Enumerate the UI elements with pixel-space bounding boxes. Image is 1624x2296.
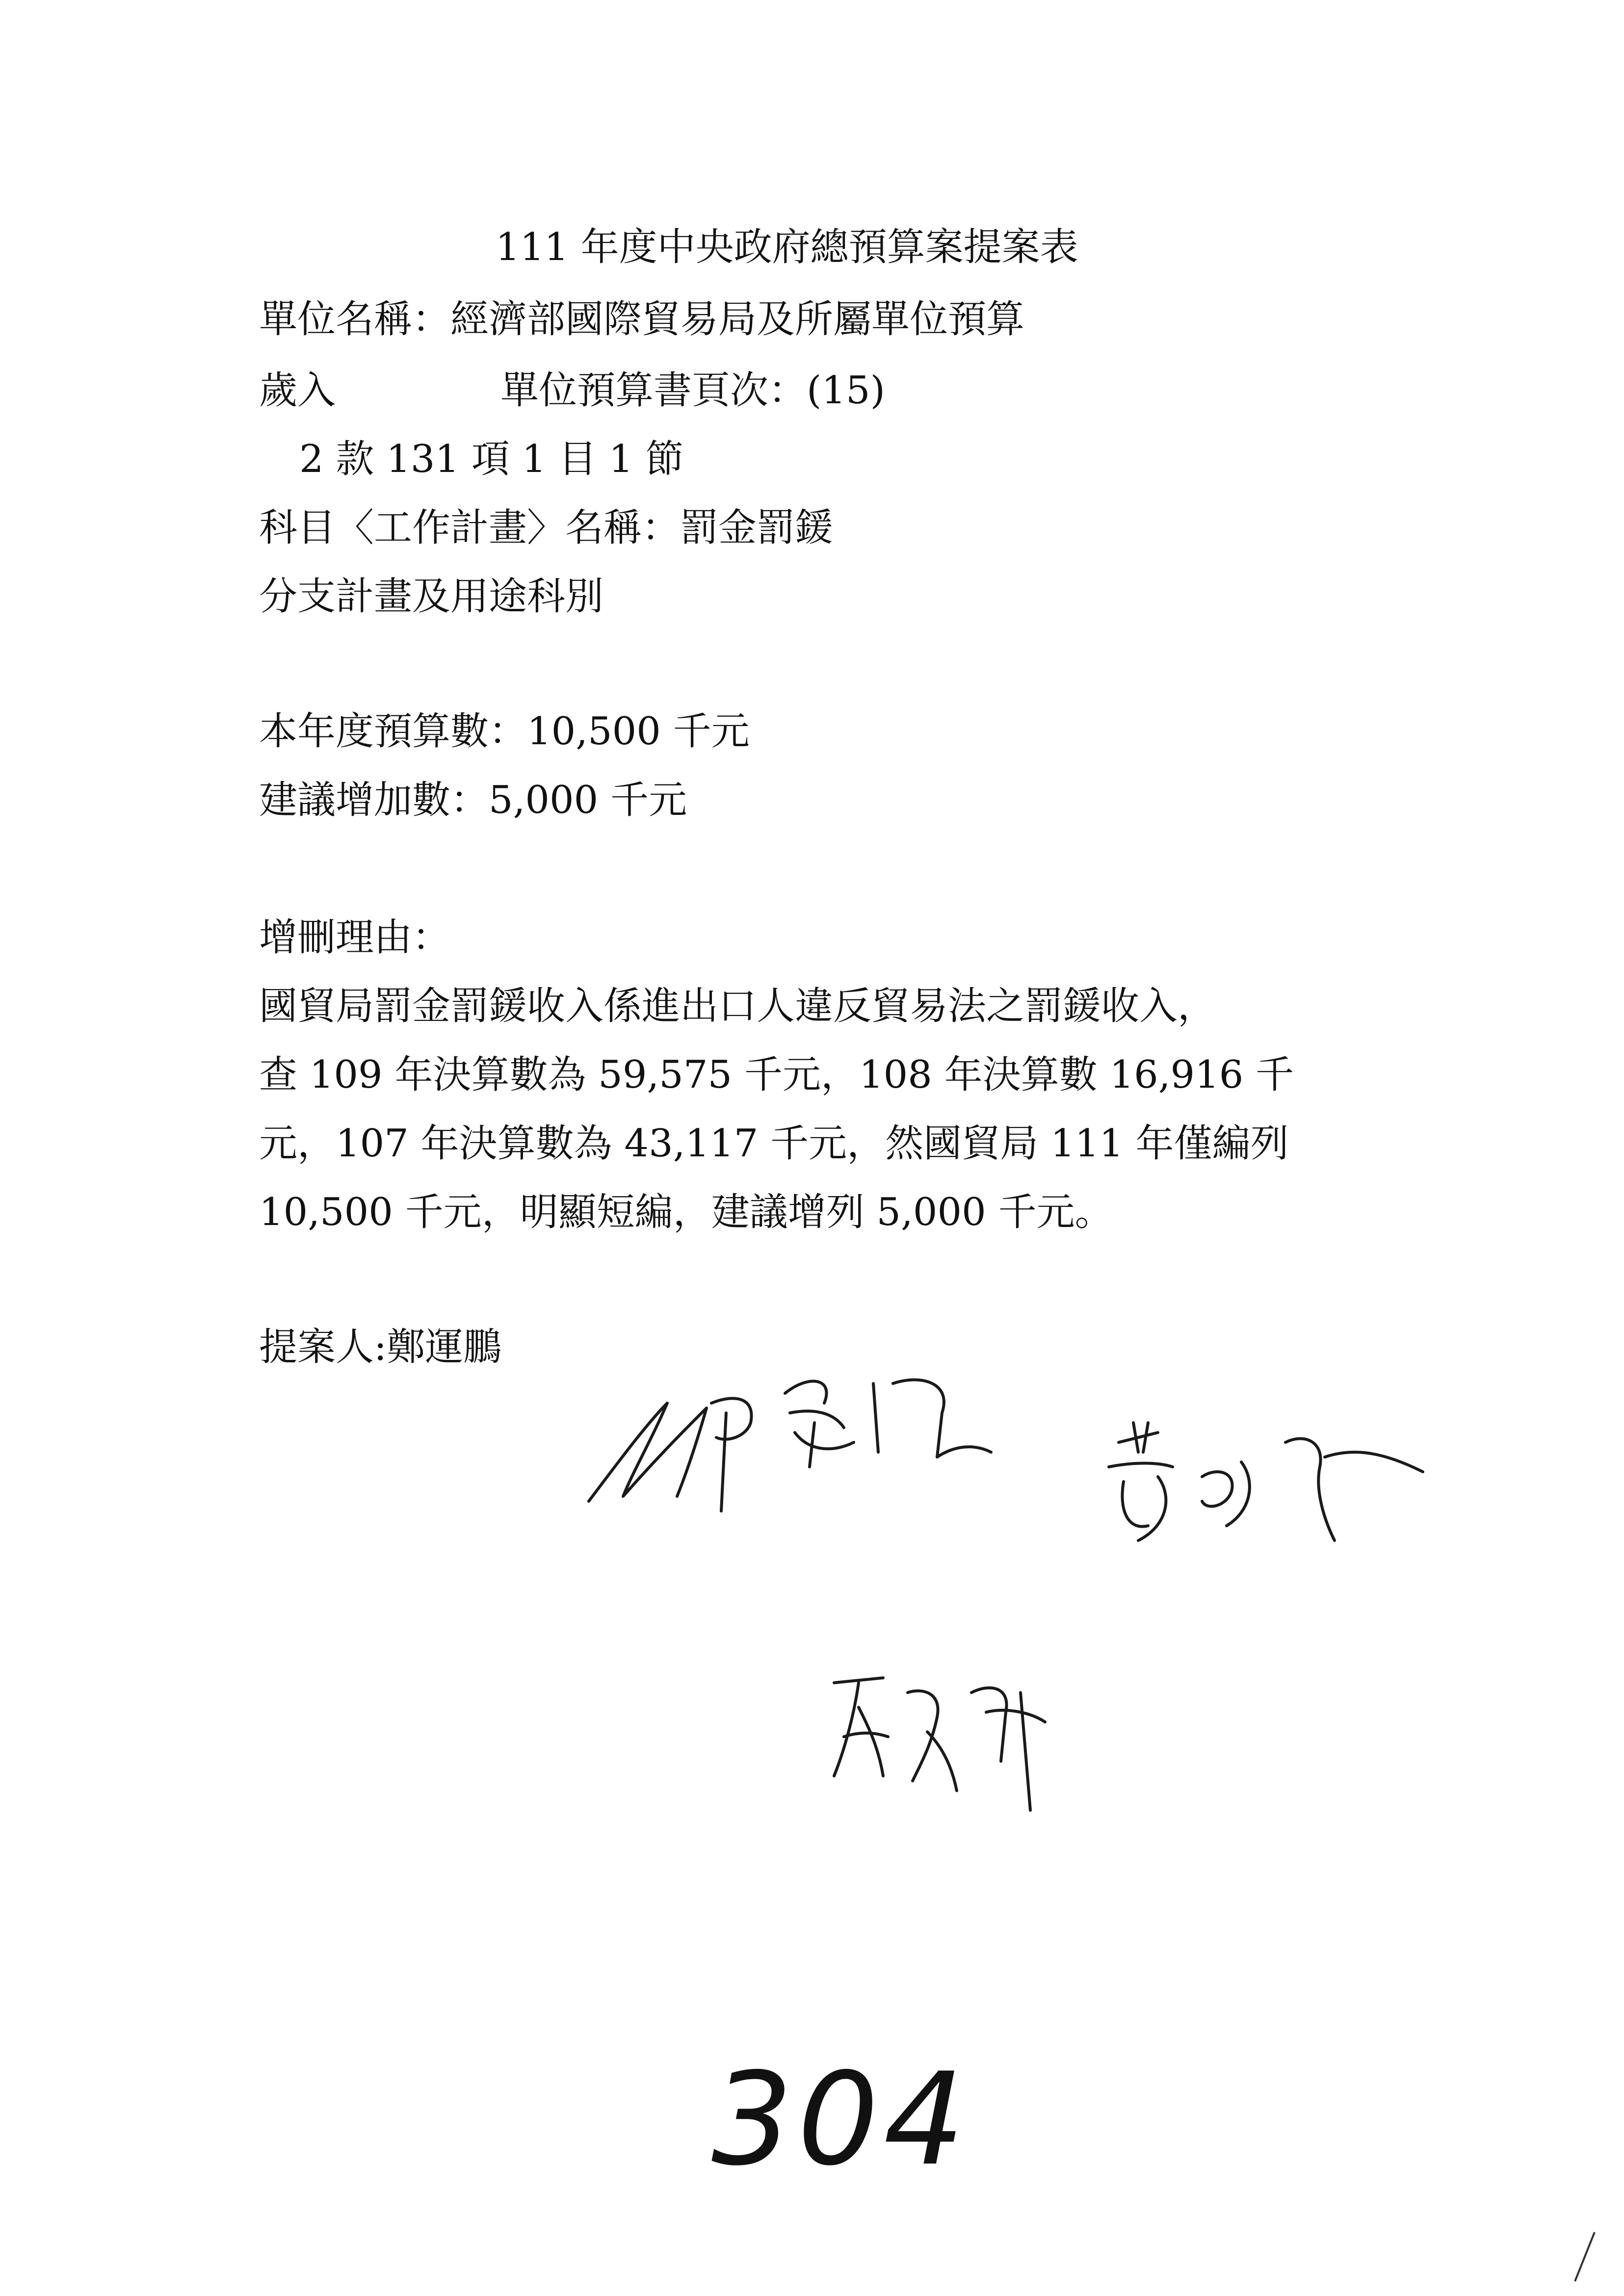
item-code: 2 款 131 項 1 目 1 節 (299, 437, 684, 481)
page-number: 304 (711, 2046, 970, 2194)
branch-plan: 分支計畫及用途科別 (259, 574, 604, 619)
document-title: 111 年度中央政府總預算案提案表 (496, 225, 1078, 269)
signature-2 (1089, 1413, 1433, 1580)
reason-line: 查 109 年決算數為 59,575 千元，108 年決算數 16,916 千 (259, 1053, 1294, 1097)
reason-line: 10,500 千元，明顯短編，建議增列 5,000 千元。 (259, 1190, 1113, 1234)
subject-name: 科目〈工作計畫〉名稱：罰金罰鍰 (259, 506, 834, 550)
margin-mark (1570, 2227, 1599, 2286)
reason-line: 元，107 年決算數為 43,117 千元，然國貿局 111 年僅編列 (259, 1122, 1289, 1166)
signature-1 (579, 1354, 1001, 1521)
reason-line: 國貿局罰金罰鍰收入係進出口人違反貿易法之罰鍰收入， (259, 984, 1216, 1028)
page-reference: 單位預算書頁次：(15) (500, 368, 886, 413)
current-budget: 本年度預算數：10,500 千元 (259, 709, 750, 754)
budget-category: 歲入 (259, 368, 336, 413)
reason-heading: 增刪理由： (259, 915, 451, 960)
proposed-increase: 建議增加數：5,000 千元 (259, 778, 687, 822)
unit-name: 單位名稱：經濟部國際貿易局及所屬單位預算 (259, 297, 1025, 341)
proposer: 提案人:鄭運鵬 (259, 1325, 502, 1369)
signature-3 (824, 1663, 1079, 1820)
